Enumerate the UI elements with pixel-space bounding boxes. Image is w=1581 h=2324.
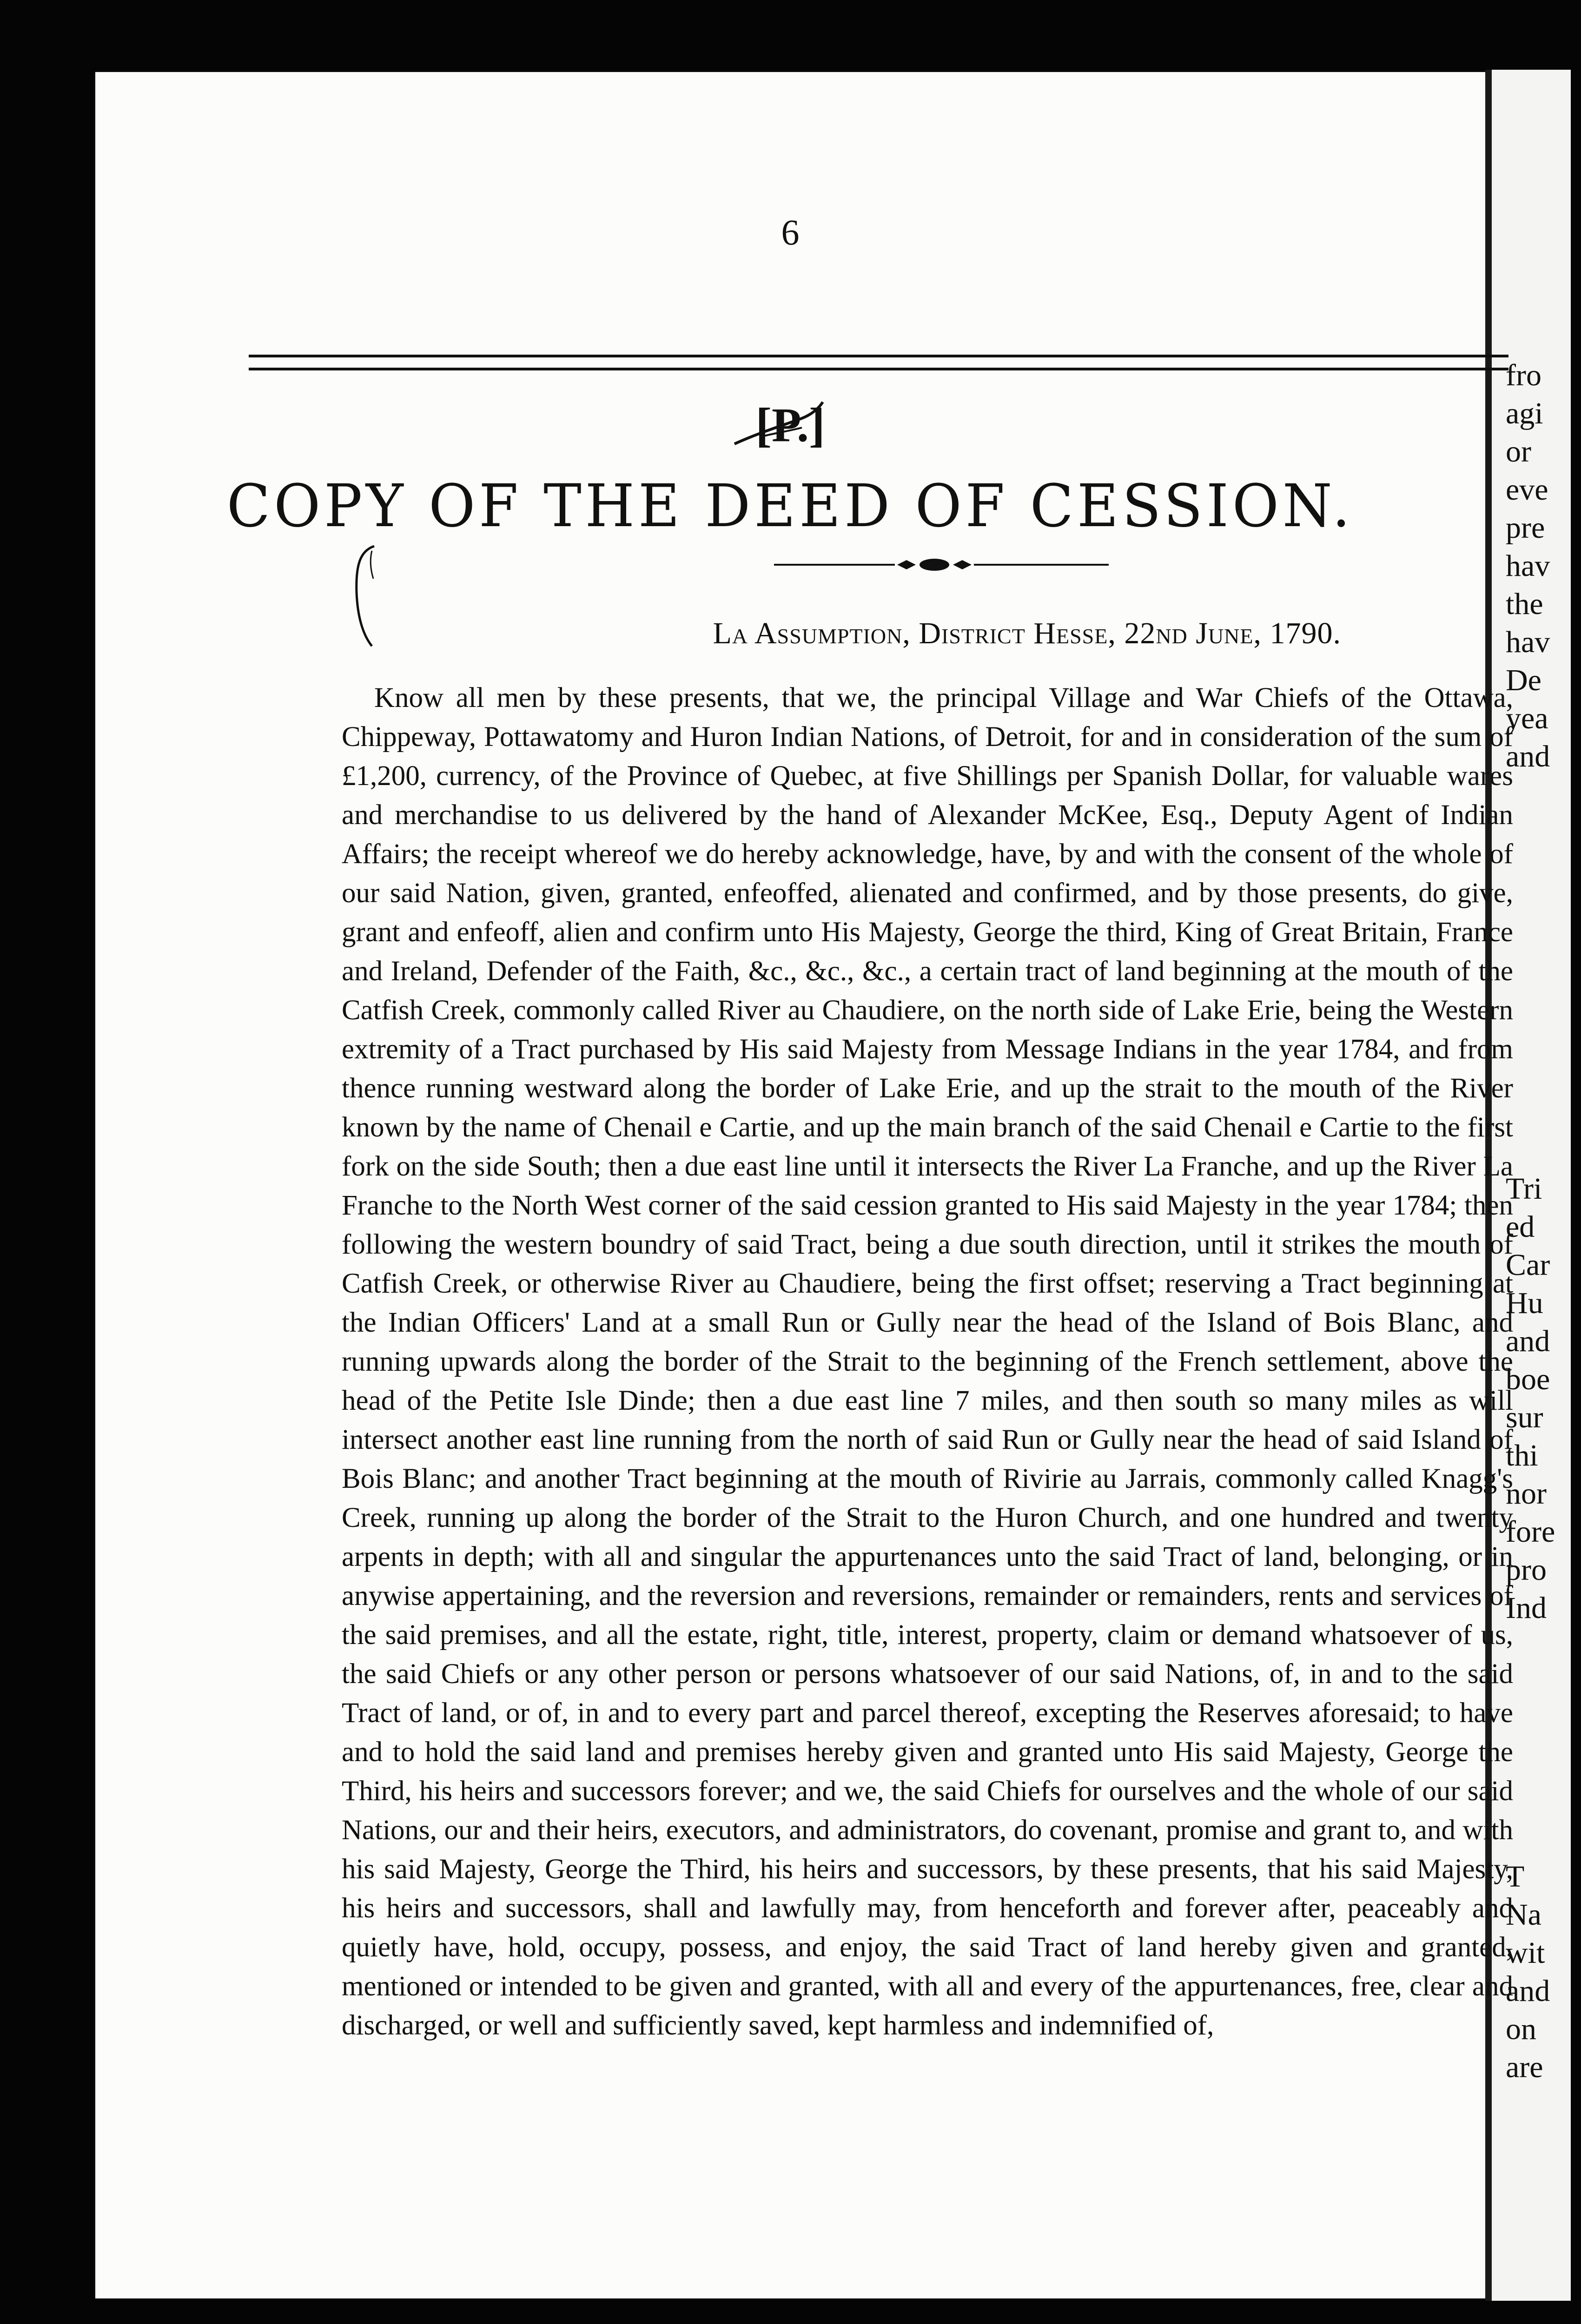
adjacent-page-fragment: sur (1506, 1400, 1543, 1434)
adjacent-page-fragment: pro (1506, 1553, 1547, 1587)
adjacent-page-fragment: and (1506, 1324, 1550, 1358)
adjacent-page-fragment: fro (1506, 358, 1541, 392)
adjacent-page-fragment: agi (1506, 396, 1543, 430)
adjacent-page-fragment: T (1506, 1860, 1525, 1894)
deed-body-text: Know all men by these presents, that we, the principal Village and War Chiefs of the Ottawa, Chippeway, Pottawatomy and Huron Indian Nations, of Detroit, for and in consideration of the sum of £1,200, currency, of the Province of Quebec, at five Shillings per Spanish Dollar, for valuable wares and merchandise to us delivered by the hand of Alexander McKee, Esq., Deputy Agent of Indian Affairs; the receipt whereof we do hereby acknowledge, have, by and with the consent of the whole of our said Nation, given, granted, enfeoffed, alienated and confirmed, and by those presents, do give, grant and enfeoff, alien and confirm unto His Majesty, George the third, King of Great Britain, France and Ireland, Defender of the Faith, &c., &c., &c., a certain tract of land beginning at the mouth of the Catfish Creek, commonly called River au Chaudiere, on the north side of Lake Erie, being the Western extremity of a Tract purchased by His said Majesty from Message Indians in the year 1784, and from thence running westward along the border of Lake Erie, and up the strait to the mouth of the River known by the name of Chenail e Cartie, and up the main branch of the said Chenail e Cartie to the first fork on the side South; then a due east line until it intersects the River La Franche, and up the River La Franche to the North West corner of the said cession granted to His said Majesty in the year 1784; then following the western boundry of said Tract, being a due south direction, until it strikes the mouth of Catfish Creek, or otherwise River au Chaudiere, being the first offset; reserving a Tract beginning at the Indian Officers' Land at a small Run or Gully near the head of the Island of Bois Blanc, and running upwards along the border of the Strait to the beginning of the French settlement, above the head of the Petite Isle Dinde; then a due east line 7 miles, and then south so many miles as will intersect another east line running from the north of said Run or Gully near the head of said Island of Bois Blanc; and another Tract beginning at the mouth of Rivirie au Jarrais, commonly called Knagg's Creek, running up along the border of the Strait to the Huron Church, and one hundred and twenty arpents in depth; with all and singular the appurtenances unto the said Tract of land, belonging, or in anywise appertaining, and the reversion and reversions, remainder or remainders, rents and services of the said premises, and all the estate, right, title, interest, property, claim or demand whatsoever of us, the said Chiefs or any other person or persons whatsoever of our said Nations, of, in and to the said Tract of land, or of, in and to every part and parcel thereof, excepting the Reserves aforesaid; to have and to hold the said land and premises hereby given and granted unto His said Majesty, George the Third, his heirs and successors forever; and we, the said Chiefs for ourselves and the whole of our said Nations, our and their heirs, executors, and administrators, do covenant, promise and grant to, and with his said Majesty, George the Third, his heirs and successors, by these presents, that his said Majesty, his heirs and successors, shall and lawfully may, from henceforth and forever after, peaceably and quietly have, hold, occupy, possess, and enjoy, the said Tract of land hereby given and granted, mentioned or intended to be given and granted, with all and every of the appurtenances, free, clear and discharged, or well and sufficiently saved, kept harmless and indemnified of, (342, 682, 1513, 2041)
ornamental-divider (774, 555, 1109, 574)
adjacent-page-fragment: Hu (1506, 1286, 1543, 1320)
adjacent-page-fragment: fore (1506, 1515, 1555, 1549)
adjacent-page-fragment: wit (1506, 1936, 1545, 1970)
header-double-rule (249, 355, 1508, 370)
document-code: [P.] (755, 398, 825, 452)
adjacent-page-fragment: boe (1506, 1362, 1550, 1396)
adjacent-page-fragment: Tri (1506, 1172, 1542, 1206)
adjacent-page-fragment: hav (1506, 549, 1550, 583)
adjacent-page-fragment: on (1506, 2012, 1536, 2046)
adjacent-page-fragment: hav (1506, 625, 1550, 659)
document-title: COPY OF THE DEED OF CESSION. (226, 472, 1354, 540)
adjacent-page-fragment: Car (1506, 1248, 1550, 1282)
adjacent-page-fragment: ed (1506, 1210, 1535, 1244)
adjacent-page-fragment: and (1506, 1974, 1550, 2008)
adjacent-page-fragment: or (1506, 435, 1531, 469)
adjacent-page-fragment: yea (1506, 701, 1548, 735)
adjacent-page-fragment: nor (1506, 1477, 1547, 1511)
adjacent-page-fragment: De (1506, 663, 1541, 697)
margin-bracket-mark (346, 541, 379, 648)
page-number: 6 (781, 212, 800, 252)
adjacent-page-fragment: Ind (1506, 1591, 1547, 1625)
adjacent-page-fragment: and (1506, 739, 1550, 773)
adjacent-page-fragment: thi (1506, 1439, 1538, 1472)
adjacent-page-fragment: eve (1506, 473, 1548, 507)
dateline: La Assumption, District Hesse, 22nd June, 1790. (713, 616, 1341, 650)
adjacent-page-fragment: Na (1506, 1898, 1541, 1932)
adjacent-page-fragment: pre (1506, 511, 1545, 545)
adjacent-page-fragment: are (1506, 2050, 1543, 2084)
adjacent-page-fragment: the (1506, 587, 1543, 621)
document-page (95, 72, 1513, 2298)
